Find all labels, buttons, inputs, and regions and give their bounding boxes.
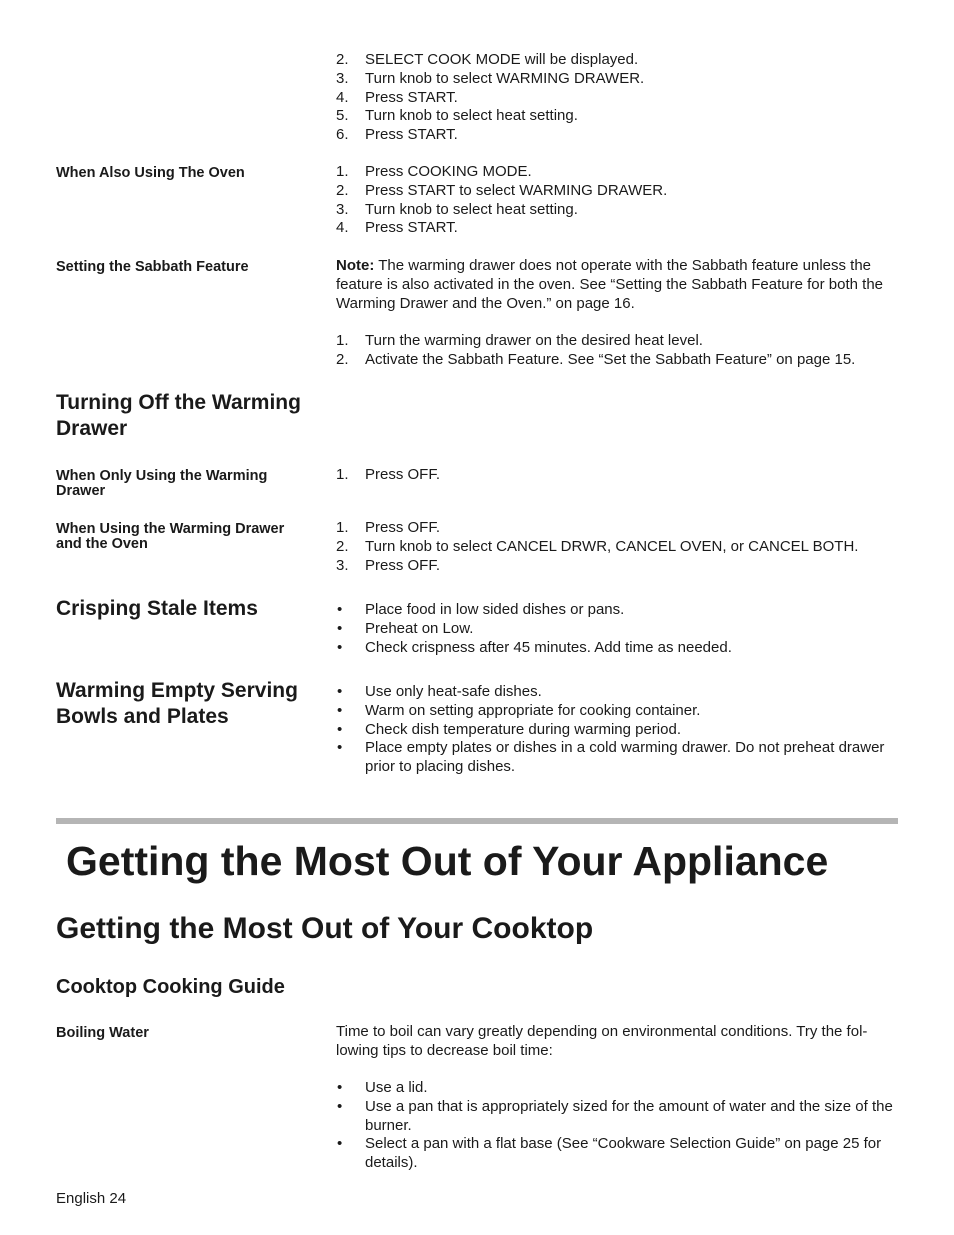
list-item: 3. Press OFF. — [336, 556, 441, 574]
chapter-title: Getting the Most Out of Your Appliance — [66, 838, 829, 884]
list-item: 6. Press START. — [336, 126, 458, 144]
list-item: • Select a pan with a flat base (See “Cookware Selection Guide” on page 25 for details). — [337, 1135, 882, 1172]
drawer-and-oven-label: When Using the Warming Drawer and the Oven — [56, 521, 285, 552]
list-item: 1. Press OFF. — [336, 519, 441, 536]
sabbath-steps-list — [336, 332, 901, 370]
list-item: 1. Press COOKING MODE. — [336, 163, 532, 180]
warming-empty-heading: Warming Empty Serving Bowls and Plates — [56, 679, 298, 728]
list-item: • Warm on setting appropriate for cooking container. — [337, 701, 701, 719]
list-item: • Check dish temperature during warming period. — [337, 720, 681, 738]
crisping-bullets-list — [336, 601, 901, 657]
list-item: 3. Turn knob to select WARMING DRAWER. — [336, 69, 645, 87]
list-item: 3. Turn knob to select heat setting. — [336, 200, 578, 218]
sabbath-section-label: Setting the Sabbath Feature — [56, 259, 249, 275]
list-item: • Check crispness after 45 minutes. Add time as needed. — [337, 638, 732, 656]
sabbath-note — [336, 257, 901, 313]
boiling-tips-list — [336, 1079, 901, 1173]
list-item: 5. Turn knob to select heat setting. — [336, 107, 578, 125]
section-title: Getting the Most Out of Your Cooktop — [56, 912, 594, 945]
list-item: • Use a lid. — [337, 1079, 428, 1096]
list-item: 2. Press START to select WARMING DRAWER. — [336, 181, 668, 199]
list-item: 2. SELECT COOK MODE will be displayed. — [336, 51, 639, 68]
note-label: Note: — [336, 257, 375, 274]
boiling-water-label: Boiling Water — [56, 1025, 149, 1041]
list-item: 4. Press START. — [336, 219, 458, 237]
turning-off-heading: Turning Off the Warming Drawer — [56, 391, 301, 440]
only-warming-drawer-label: When Only Using the Warming Drawer — [56, 468, 268, 499]
warming-empty-bullets-list — [336, 683, 901, 777]
list-item: 2. Activate the Sabbath Feature. See “Set the Sabbath Feature” on page 15. — [336, 350, 856, 368]
list-item: • Use a pan that is appropriately sized for the amount of water and the size of the burner. — [337, 1097, 893, 1134]
oven-section-label: When Also Using The Oven — [56, 165, 245, 181]
warming-drawer-steps-list — [336, 51, 901, 145]
boiling-intro: Time to boil can vary greatly depending on environmental conditions. Try the fol-lowing tips to decrease boil time: — [336, 1023, 868, 1059]
list-item: • Preheat on Low. — [337, 619, 474, 637]
only-warming-steps-list — [336, 466, 901, 485]
list-item: • Place food in low sided dishes or pans. — [337, 601, 625, 618]
subsection-title: Cooktop Cooking Guide — [56, 976, 285, 998]
list-item: • Use only heat-safe dishes. — [337, 683, 542, 700]
list-item: 1. Turn the warming drawer on the desired heat level. — [336, 332, 703, 349]
chapter-divider — [56, 818, 898, 824]
list-item: 1. Press OFF. — [336, 466, 441, 483]
list-item: 4. Press START. — [336, 88, 458, 106]
drawer-and-oven-steps-list — [336, 519, 901, 575]
list-item: 2. Turn knob to select CANCEL DRWR, CANCEL OVEN, or CANCEL BOTH. — [336, 537, 859, 555]
page-footer: English 24 — [56, 1190, 127, 1207]
list-item: • Place empty plates or dishes in a cold warming drawer. Do not preheat drawer prior to placing dishes. — [337, 739, 885, 776]
oven-steps-list — [336, 163, 901, 238]
note-text: The warming drawer does not operate with the Sabbath feature unless the feature is also activated in the oven. See “Setting the Sabbath Feature for both the Warming Drawer and the Oven.” on page 16. — [336, 257, 884, 312]
crisping-heading: Crisping Stale Items — [56, 597, 258, 620]
